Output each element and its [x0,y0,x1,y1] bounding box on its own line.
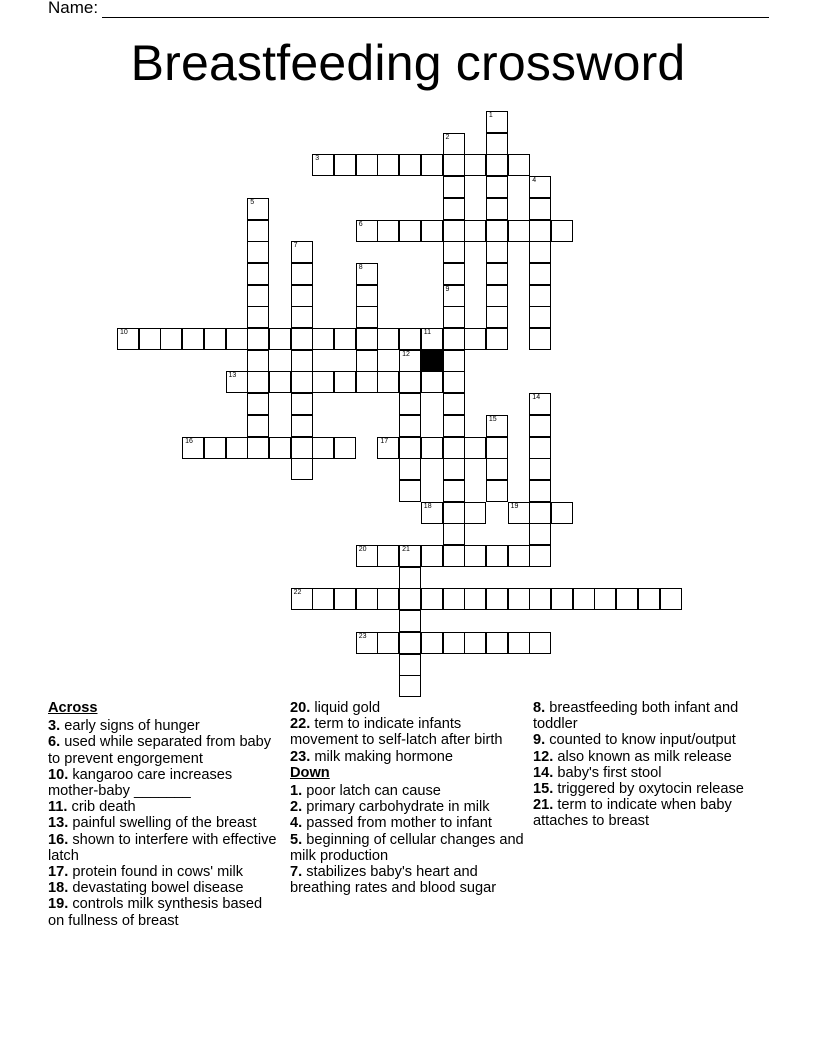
clue-number: 1 [488,112,493,119]
grid-cell[interactable] [529,632,551,654]
grid-cell[interactable] [356,154,378,176]
grid-cell[interactable] [377,220,399,242]
grid-cell[interactable] [529,198,551,220]
grid-cell[interactable] [421,632,443,654]
clue-number: 15 [488,415,497,423]
grid-cell[interactable] [334,437,356,459]
grid-cell[interactable] [117,328,139,350]
grid-cell[interactable] [291,306,313,328]
clue-number: 16 [185,437,193,445]
clue-number: 12 [402,350,410,358]
grid-cell[interactable] [334,328,356,350]
clue-item-text: liquid gold [310,700,381,716]
clue-item-number: 9. [533,732,546,749]
grid-cell[interactable] [399,437,421,459]
clue-item [533,732,773,748]
grid-cell[interactable] [377,588,399,610]
grid-cell[interactable] [247,285,269,307]
grid-cell[interactable] [486,176,508,198]
grid-cell[interactable] [443,306,465,328]
grid-cell[interactable] [486,588,508,610]
grid-cell-blocked [421,350,443,372]
grid-cell[interactable] [377,154,399,176]
grid-cell[interactable] [356,328,378,350]
grid-cell[interactable] [464,588,486,610]
grid-cell[interactable] [443,371,465,393]
grid-cell[interactable] [529,415,551,437]
grid-cell[interactable] [529,328,551,350]
grid-cell[interactable] [356,632,378,654]
clue-number: 14 [532,394,541,402]
grid-cell[interactable] [356,285,378,307]
grid-cell[interactable] [443,241,465,263]
down-clue-list [290,783,530,896]
clue-number: 4 [532,177,537,185]
clue-number: 7 [293,242,298,250]
clue-item [48,767,278,799]
clue-item-text: milk making hormone [310,748,454,765]
clue-item-number: 6. [48,734,61,751]
grid-cell[interactable] [529,523,551,545]
clue-item-text: term to indicate when baby attaches to breast [533,797,732,830]
grid-cell[interactable] [399,632,421,654]
grid-cell[interactable] [291,285,313,307]
clue-number: 19 [510,502,519,510]
grid-cell[interactable] [312,437,334,459]
grid-cell[interactable] [399,458,421,480]
grid-cell[interactable] [226,437,248,459]
clue-number: 21 [402,546,410,553]
clue-item-number: 8. [533,700,546,716]
grid-cell[interactable] [356,350,378,372]
grid-cell[interactable] [291,350,313,372]
grid-cell[interactable] [421,154,443,176]
grid-cell[interactable] [594,588,616,610]
clue-item-number: 15. [533,781,554,798]
grid-cell[interactable] [291,437,313,459]
clue-number: 6 [358,220,363,228]
grid-cell[interactable] [443,523,465,545]
grid-cell[interactable] [399,393,421,415]
grid-cell[interactable] [486,285,508,307]
grid-cell[interactable] [399,328,421,350]
clue-item [48,815,278,831]
clue-number: 10 [120,329,128,336]
grid-cell[interactable] [443,350,465,372]
down-heading: Down [290,764,330,781]
clue-number: 11 [423,329,432,336]
grid-cell[interactable] [204,437,226,459]
clue-item [290,864,530,896]
clue-item-text: triggered by oxytocin release [553,781,744,798]
clue-item-text: shown to interfere with effective latch [48,831,277,864]
grid-cell[interactable] [399,654,421,676]
grid-cell[interactable] [247,328,269,350]
clue-item [533,781,773,797]
grid-cell[interactable] [486,437,508,459]
clue-item [290,832,530,864]
grid-cell[interactable] [399,415,421,437]
grid-cell[interactable] [464,220,486,242]
grid-cell[interactable] [486,458,508,480]
page-title: Breastfeeding crossword [130,35,686,91]
grid-cell[interactable] [291,393,313,415]
clue-item-text: term to indicate infants movement to self-latch after birth [290,716,503,749]
grid-cell[interactable] [421,371,443,393]
clue-item-text: baby's first stool [553,764,662,781]
grid-cell[interactable] [269,371,291,393]
name-label: Name: [48,0,99,17]
grid-cell[interactable] [508,220,530,242]
clue-item-number: 7. [290,864,303,881]
grid-cell[interactable] [247,263,269,285]
grid-cell[interactable] [421,437,443,459]
grid-cell[interactable] [421,545,443,567]
grid-cell[interactable] [573,588,595,610]
grid-cell[interactable] [486,111,508,133]
grid-cell[interactable] [638,588,660,610]
clue-item [533,700,773,732]
grid-cell[interactable] [486,263,508,285]
clues-column-3 [533,700,773,830]
grid-cell[interactable] [247,437,269,459]
grid-cell[interactable] [616,588,638,610]
grid-cell[interactable] [486,154,508,176]
grid-cell[interactable] [421,328,443,350]
grid-cell[interactable] [356,371,378,393]
grid-cell[interactable] [443,393,465,415]
grid-cell[interactable] [399,480,421,502]
grid-cell[interactable] [443,415,465,437]
clue-item [48,734,278,766]
grid-cell[interactable] [464,545,486,567]
grid-cell[interactable] [529,220,551,242]
grid-cell[interactable] [399,371,421,393]
clue-number: 3 [315,155,320,163]
grid-cell[interactable] [486,198,508,220]
grid-cell[interactable] [486,480,508,502]
grid-cell[interactable] [226,328,248,350]
clue-item [290,716,530,748]
grid-cell[interactable] [443,632,465,654]
grid-cell[interactable] [486,220,508,242]
grid-cell[interactable] [247,306,269,328]
grid-cell[interactable] [226,371,248,393]
grid-cell[interactable] [399,588,421,610]
grid-cell[interactable] [247,415,269,437]
clue-item [48,896,278,928]
grid-cell[interactable] [529,241,551,263]
grid-cell[interactable] [291,263,313,285]
grid-cell[interactable] [529,480,551,502]
clue-number: 8 [358,263,363,271]
grid-cell[interactable] [399,567,421,589]
grid-cell[interactable] [291,241,313,263]
grid-cell[interactable] [334,371,356,393]
clue-item-number: 10. [48,766,69,783]
grid-cell[interactable] [443,263,465,285]
grid-cell[interactable] [377,371,399,393]
grid-cell[interactable] [139,328,161,350]
grid-cell[interactable] [529,263,551,285]
grid-cell[interactable] [421,588,443,610]
down-clue-list-continued [533,700,773,830]
grid-cell[interactable] [291,458,313,480]
grid-cell[interactable] [508,154,530,176]
grid-cell[interactable] [443,458,465,480]
grid-cell[interactable] [312,328,334,350]
clue-item-number: 18. [48,880,69,897]
clue-item-number: 19. [48,896,69,913]
grid-cell[interactable] [464,632,486,654]
grid-cell[interactable] [443,588,465,610]
clue-item [290,700,530,716]
clue-item [533,749,773,765]
grid-cell[interactable] [247,241,269,263]
grid-cell[interactable] [377,437,399,459]
across-clue-list [48,718,278,929]
clue-item [533,765,773,781]
clue-item [290,815,530,831]
grid-cell[interactable] [443,198,465,220]
grid-cell[interactable] [551,502,573,524]
grid-cell[interactable] [377,328,399,350]
grid-cell[interactable] [312,154,334,176]
grid-cell[interactable] [443,154,465,176]
clue-number: 23 [358,632,367,640]
clue-item-number: 5. [290,831,303,848]
grid-cell[interactable] [247,371,269,393]
grid-cell[interactable] [377,632,399,654]
grid-cell[interactable] [356,306,378,328]
grid-cell[interactable] [551,220,573,242]
grid-cell[interactable] [529,458,551,480]
clue-item-text: also known as milk release [553,748,732,765]
grid-cell[interactable] [312,588,334,610]
clue-item-text: early signs of hunger [60,718,200,735]
clue-item-number: 20. [290,700,311,716]
clue-item [533,797,773,829]
grid-cell[interactable] [529,502,551,524]
clue-item-number: 3. [48,718,61,735]
clue-number: 5 [250,198,255,206]
grid-cell[interactable] [377,545,399,567]
clue-item-number: 11. [48,799,68,816]
clue-item-text: crib death [67,799,136,816]
clue-item [48,864,278,880]
across-heading: Across [48,700,98,716]
grid-cell[interactable] [508,632,530,654]
grid-cell[interactable] [464,502,486,524]
clue-item-text: poor latch can cause [302,783,441,800]
clue-item-text: used while separated from baby to prevent engorgement [48,734,272,767]
grid-cell[interactable] [443,545,465,567]
clue-number: 13 [228,372,237,380]
grid-cell[interactable] [443,480,465,502]
grid-cell[interactable] [247,198,269,220]
clue-number: 18 [423,502,432,510]
grid-cell[interactable] [291,328,313,350]
clue-item-number: 21. [533,797,554,814]
grid-cell[interactable] [291,588,313,610]
clue-item [290,783,530,799]
grid-cell[interactable] [204,328,226,350]
clue-item-number: 14. [533,764,554,781]
grid-cell[interactable] [356,588,378,610]
grid-cell[interactable] [443,328,465,350]
clue-item [290,749,530,765]
grid-cell[interactable] [399,154,421,176]
grid-cell[interactable] [660,588,682,610]
grid-cell[interactable] [399,545,421,567]
grid-cell[interactable] [486,545,508,567]
grid-cell[interactable] [443,502,465,524]
grid-cell[interactable] [486,133,508,155]
grid-cell[interactable] [443,437,465,459]
grid-cell[interactable] [334,154,356,176]
grid-cell[interactable] [508,545,530,567]
grid-cell[interactable] [247,220,269,242]
clue-item [48,832,278,864]
across-clue-list-continued [290,700,530,765]
clue-item [48,718,278,734]
grid-cell[interactable] [443,176,465,198]
grid-cell[interactable] [443,133,465,155]
grid-cell[interactable] [508,502,530,524]
grid-cell[interactable] [508,588,530,610]
clue-item-number: 12. [533,748,554,765]
grid-cell[interactable] [269,328,291,350]
clue-item [290,799,530,815]
grid-cell[interactable] [356,545,378,567]
grid-cell[interactable] [399,350,421,372]
grid-cell[interactable] [312,371,334,393]
clue-item-text: beginning of cellular changes and milk production [290,831,524,864]
clue-item-number: 22. [290,716,311,733]
clue-number: 2 [445,133,450,141]
clue-item-text: counted to know input/output [545,732,736,749]
grid-cell[interactable] [356,263,378,285]
grid-cell[interactable] [529,176,551,198]
grid-cell[interactable] [399,610,421,632]
grid-cell[interactable] [443,285,465,307]
grid-cell[interactable] [464,154,486,176]
grid-cell[interactable] [269,437,291,459]
clue-item-number: 4. [290,815,303,832]
grid-cell[interactable] [529,306,551,328]
clue-item-text: primary carbohydrate in milk [302,799,490,816]
clue-item-number: 17. [48,864,69,881]
clue-item-number: 2. [290,799,303,816]
grid-cell[interactable] [247,350,269,372]
clue-item [48,880,278,896]
clue-number: 20 [358,546,367,553]
grid-cell[interactable] [356,220,378,242]
grid-cell[interactable] [486,328,508,350]
clue-item-text: passed from mother to infant [302,815,492,832]
grid-cell[interactable] [247,393,269,415]
grid-cell[interactable] [291,415,313,437]
clue-item-text: protein found in cows' milk [68,864,244,881]
grid-cell[interactable] [399,675,421,697]
clue-item-text: stabilizes baby's heart and breathing rates and blood sugar [290,864,497,897]
clue-number: 17 [380,437,389,445]
clue-item-text: devastating bowel disease [68,880,244,897]
clue-item-text: breastfeeding both infant and toddler [533,700,739,733]
grid-cell[interactable] [443,220,465,242]
grid-cell[interactable] [529,437,551,459]
grid-cell[interactable] [182,328,204,350]
clue-item-number: 1. [290,783,303,800]
grid-cell[interactable] [464,437,486,459]
grid-cell[interactable] [160,328,182,350]
grid-cell[interactable] [399,220,421,242]
grid-cell[interactable] [486,306,508,328]
grid-cell[interactable] [486,415,508,437]
grid-cell[interactable] [529,393,551,415]
grid-cell[interactable] [421,502,443,524]
clue-number: 22 [293,589,302,597]
grid-cell[interactable] [464,328,486,350]
clue-item-number: 16. [48,831,69,848]
clue-item-text: painful swelling of the breast [68,815,257,832]
grid-cell[interactable] [486,632,508,654]
clue-item [48,799,278,815]
grid-cell[interactable] [182,437,204,459]
grid-cell[interactable] [486,241,508,263]
grid-cell[interactable] [551,588,573,610]
clue-item-number: 23. [290,748,311,765]
grid-cell[interactable] [291,371,313,393]
grid-cell[interactable] [421,220,443,242]
clues-column-1 [48,700,278,929]
grid-cell[interactable] [334,588,356,610]
clue-item-text: kangaroo care increases mother-baby _______ [48,766,233,800]
clue-number: 9 [445,285,450,293]
clue-item-text: controls milk synthesis based on fullness of breast [48,896,263,929]
grid-cell[interactable] [529,588,551,610]
clues-column-2 [290,700,530,896]
grid-cell[interactable] [529,545,551,567]
clue-item-number: 13. [48,815,69,832]
grid-cell[interactable] [529,285,551,307]
